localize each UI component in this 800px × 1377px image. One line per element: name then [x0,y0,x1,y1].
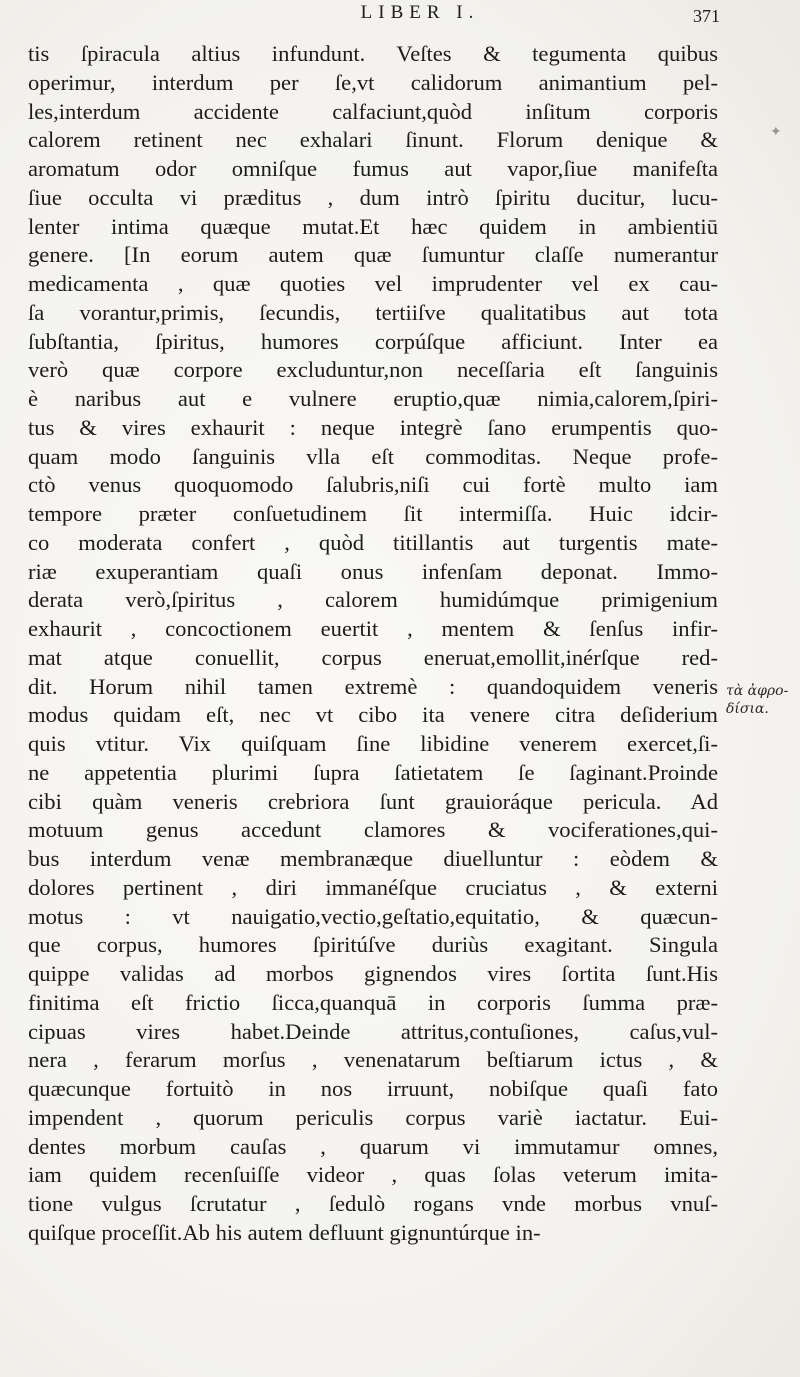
text-line: exhaurit , concoctionem euertit , mentem & ſenſus infir- [28,616,718,641]
text-line: mat atque conuellit, corpus eneruat,emollit,inérſque red- [28,644,718,670]
text-line: dolores pertinent , diri immanéſque cruciatus , & externi [28,874,718,900]
text-line: tione vulgus ſcrutatur , ſedulò rogans vnde morbus vnuſ- [28,1191,718,1216]
body-text [28,40,718,1248]
text-line: è naribus aut e vulnere eruptio,quæ nimia,calorem,ſpiri- [28,386,718,411]
text-line: finitima eſt frictio ſicca,quanquā in corporis ſumma præ- [28,989,718,1015]
text-line: tus & vires exhaurit : neque integrè ſano erumpentis quo- [28,414,718,440]
text-line: que corpus, humores ſpiritúſve duriùs exagitant. Singula [28,932,718,958]
text-line: tis ſpiracula altius infundunt. Veſtes & tegumenta quibus [28,41,718,66]
text-line: ſiue occulta vi præditus , dum intrò ſpiritu ducitur, lucu- [28,184,718,210]
text-line: dit. Horum nihil tamen extremè : quandoquidem veneris [28,673,718,699]
text-line: aromatum odor omniſque fumus aut vapor,ſiue manifeſta [28,156,718,181]
text-line: ſubſtantia, ſpiritus, humores corpúſque afficiunt. Inter ea [28,328,718,354]
text-line: dentes morbum cauſas , quarum vi immutamur omnes, [28,1133,718,1159]
text-line: lenter intima quæque mutat.Et hæc quidem in ambientiū [28,213,718,239]
text-line: motus : vt nauigatio,vectio,geſtatio,equitatio, & quæcun- [28,903,718,929]
text-line: cibi quàm veneris crebriora ſunt grauioráque pericula. Ad [28,788,718,814]
text-line: modus quidam eſt, nec vt cibo ita venere citra deſiderium [28,702,718,728]
text-line: les,interdum accidente calfaciunt,quòd inſitum corporis [28,98,718,124]
text-line: tempore præter conſuetudinem ſit intermiſſa. Huic idcir- [28,501,718,526]
text-line: derata verò,ſpiritus , calorem humidúmque primigenium [28,587,718,613]
text-line: bus interdum venæ membranæque diuelluntur : eòdem & [28,846,718,871]
running-title: LIBER I. [360,2,480,23]
text-line: motuum genus accedunt clamores & vociferationes,qui- [28,817,718,843]
text-line: quis vtitur. Vix quiſquam ſine libidine venerem exercet,ſi- [28,731,718,756]
text-line: genere. [In eorum autem quæ ſumuntur claſſe numerantur [28,242,718,268]
text-line: cipuas vires habet.Deinde attritus,contuſiones, caſus,vul- [28,1018,718,1044]
text-line: verò quæ corpore excluduntur,non neceſſaria eſt ſanguinis [28,357,718,383]
text-line: impendent , quorum periculis corpus variè iactatur. Eui- [28,1104,718,1130]
margin-note-line: τὰ ἀφρο- [726,683,789,699]
page-number: 371 [693,6,720,26]
text-line: quippe validas ad morbos gignendos vires ſortita ſunt.His [28,961,718,986]
margin-note [726,682,796,718]
text-line: ſa vorantur,primis, ſecundis, tertiiſve qualitatibus aut tota [28,299,718,325]
margin-note-line: δίσια. [726,701,769,717]
text-line: medicamenta , quæ quoties vel imprudenter vel ex cau- [28,271,718,296]
text-line: riæ exuperantiam quaſi onus infenſam deponat. Immo- [28,558,718,584]
text-line: ne appetentia plurimi ſupra ſatietatem ſe ſaginant.Proinde [28,759,718,785]
text-line: quæcunque fortuitò in nos irruunt, nobiſque quaſi fato [28,1076,718,1101]
text-line: quam modo ſanguinis vlla eſt commoditas. Neque profe- [28,443,718,469]
text-line: nera , ferarum morſus , venenatarum beſtiarum ictus , & [28,1047,718,1073]
text-line: calorem retinent nec exhalari ſinunt. Florum denique & [28,127,718,153]
text-line: iam quidem recenſuiſſe videor , quas ſolas veterum imita- [28,1162,718,1188]
text-line: quiſque proceſſit.Ab his autem defluunt gignuntúrque in- [28,1219,541,1245]
text-line: operimur, interdum per ſe,vt calidorum animantium pel- [28,69,718,95]
running-head [200,2,720,34]
ink-speck-icon: ✦ [770,124,782,140]
text-line: ctò venus quoquomodo ſalubris,niſi cui fortè multo iam [28,472,718,498]
text-line: co moderata confert , quòd titillantis aut turgentis mate- [28,529,718,555]
